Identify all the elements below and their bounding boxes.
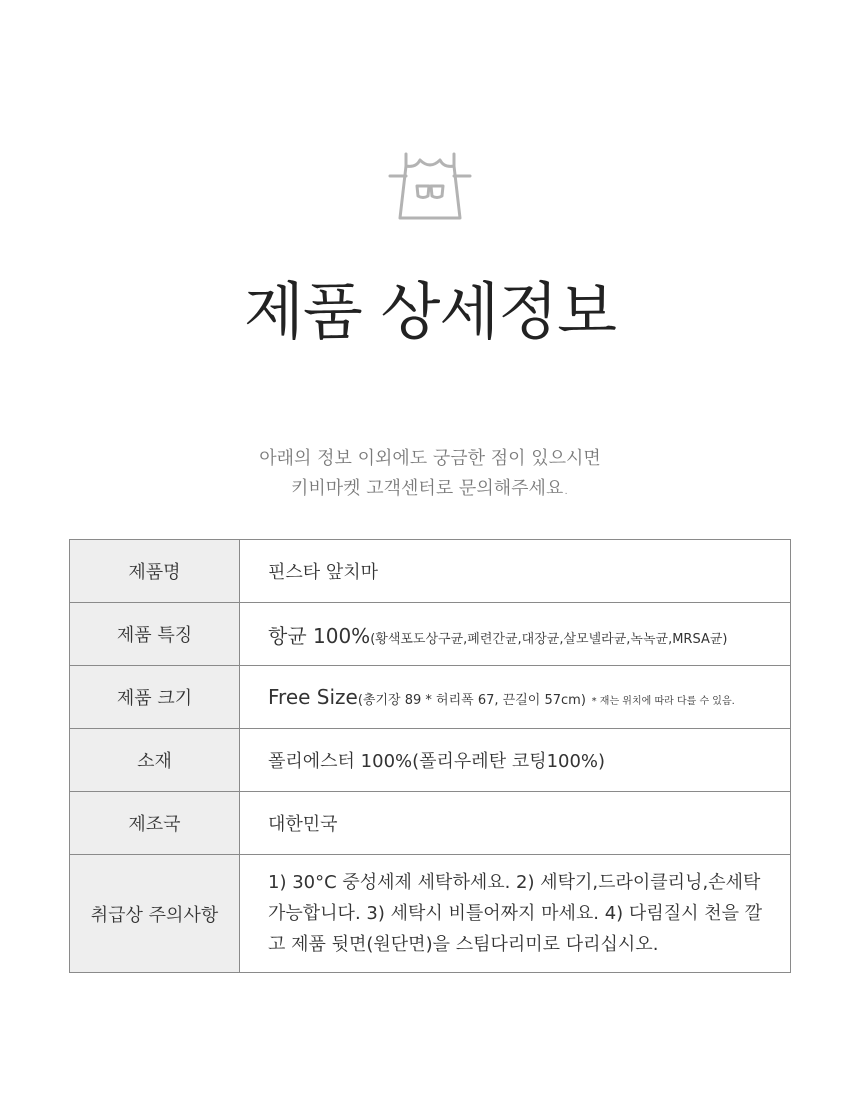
size-note: * 재는 위치에 따라 다를 수 있음.	[591, 696, 735, 707]
table-row	[70, 603, 791, 666]
row-label: 소재	[70, 729, 240, 792]
size-main: Free Size	[268, 685, 358, 709]
size-detail: (총기장 89 * 허리폭 67, 끈길이 57cm)	[357, 693, 586, 708]
spec-table	[69, 539, 791, 973]
size-value	[240, 666, 791, 729]
table-row	[70, 666, 791, 729]
row-label: 취급상 주의사항	[70, 855, 240, 973]
care-instructions-value: 1) 30°C 중성세제 세탁하세요. 2) 세탁기,드라이클리닝,손세탁 가능합니다. 3) 세탁시 비틀어짜지 마세요. 4) 다림질시 천을 깔고 제품 뒷면(원단면)을 스팀다리미로 다리십시오.	[240, 855, 791, 973]
feature-detail: (황색포도상구균,폐련간균,대장균,살모넬라균,녹녹균,MRSA균)	[370, 631, 728, 647]
table-row	[70, 729, 791, 792]
notice-text	[0, 444, 860, 504]
material-value: 폴리에스터 100%(폴리우레탄 코팅100%)	[240, 729, 791, 792]
notice-line-2: 키비마켓 고객센터로 문의해주세요.	[291, 478, 569, 499]
product-name-value: 핀스타 앞치마	[240, 540, 791, 603]
row-label: 제품 특징	[70, 603, 240, 666]
table-row	[70, 855, 791, 973]
feature-main: 항균 100%	[268, 623, 371, 648]
notice-line-1: 아래의 정보 이외에도 궁금한 점이 있으시면	[259, 448, 601, 469]
origin-value: 대한민국	[240, 792, 791, 855]
page-title: 제품 상세정보	[243, 275, 617, 348]
table-row	[70, 792, 791, 855]
row-label: 제품 크기	[70, 666, 240, 729]
table-row	[70, 540, 791, 603]
row-label: 제조국	[70, 792, 240, 855]
apron-icon	[380, 148, 480, 228]
row-label: 제품명	[70, 540, 240, 603]
feature-value	[240, 603, 791, 666]
